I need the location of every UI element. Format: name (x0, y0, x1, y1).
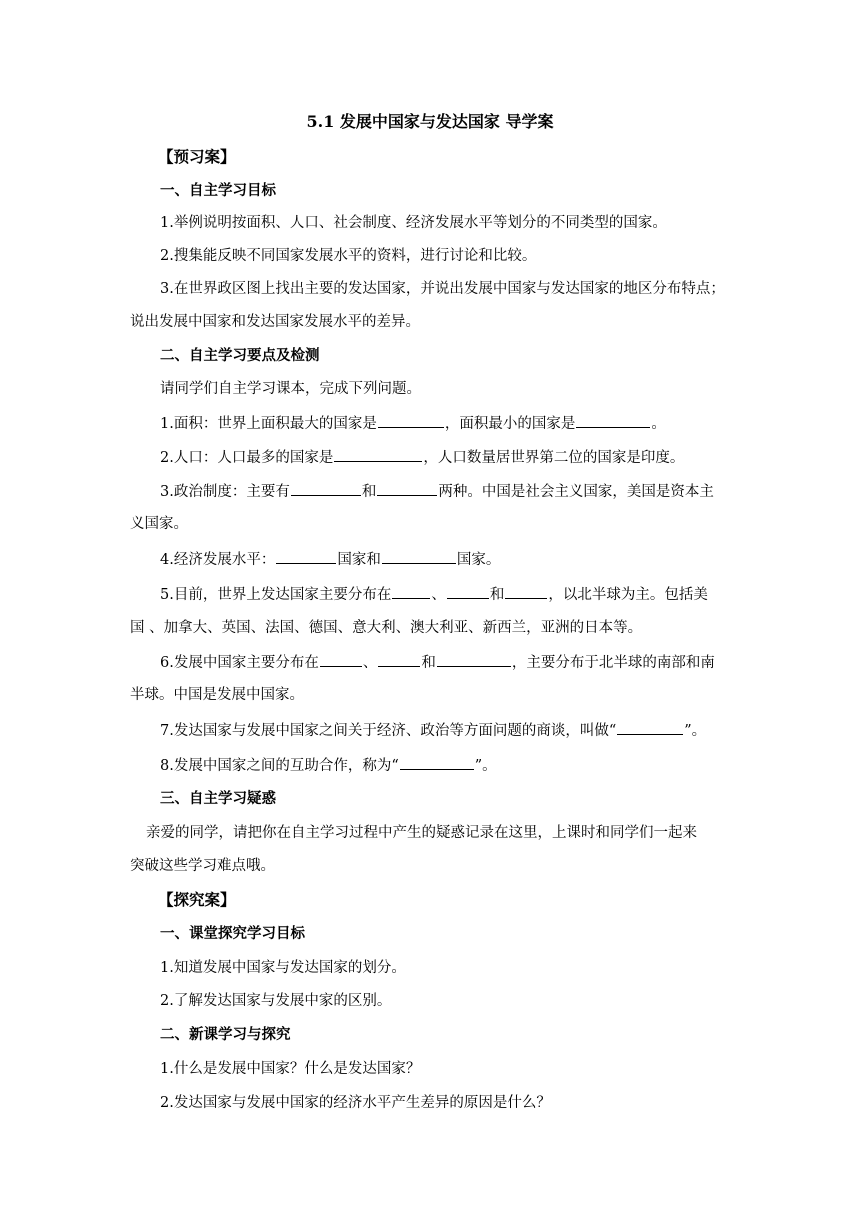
q4-blank-2[interactable] (382, 548, 456, 564)
q1-text-a: 1.面积：世界上面积最大的国家是 (160, 416, 377, 432)
q5-text-b: 、 (431, 587, 446, 603)
q3-blank-1[interactable] (291, 480, 361, 496)
q7-text-a: 7.发达国家与发展中国家之间关于经济、政治等方面问题的商谈，叫做“ (160, 723, 617, 739)
q5-text-d: ，以北半球为主。包括美 (548, 587, 708, 603)
q1-blank-1[interactable] (378, 412, 444, 428)
q8-blank-1[interactable] (400, 754, 474, 770)
q2-text-b: ，人口数量居世界第二位的国家是印度。 (423, 450, 685, 466)
question-5-cont: 国 、加拿大、英国、法国、德国、意大利、澳大利亚、新西兰，亚洲的日本等。 (130, 620, 643, 636)
q8-text-b: ”。 (474, 758, 497, 774)
q3-blank-2[interactable] (377, 480, 437, 496)
q5-text-c: 和 (489, 587, 505, 603)
preview-s1-heading: 一、自主学习目标 (160, 182, 276, 199)
q1-text-b: ，面积最小的国家是 (444, 416, 576, 432)
explore-s2-item-1: 1.什么是发展中国家？什么是发达国家？ (160, 1061, 421, 1077)
q6-text-a: 6.发展中国家主要分布在 (160, 655, 319, 671)
q3-text-a: 3.政治制度：主要有 (160, 484, 290, 500)
question-8 (160, 754, 497, 777)
q6-text-b: 、 (362, 655, 378, 671)
document-title: 5.1 发展中国家与发达国家 导学案 (306, 112, 554, 131)
q4-text-b: 国家和 (337, 552, 381, 568)
question-3 (160, 480, 714, 503)
q6-blank-2[interactable] (378, 651, 420, 667)
q4-text-a: 4.经济发展水平： (160, 552, 276, 568)
question-6 (160, 651, 715, 674)
explore-heading: 【探究案】 (158, 890, 236, 909)
q1-blank-2[interactable] (576, 412, 650, 428)
explore-s1-item-1: 1.知道发展中国家与发达国家的划分。 (160, 960, 406, 976)
q7-blank-1[interactable] (617, 719, 683, 735)
q2-blank-1[interactable] (334, 446, 422, 462)
q6-blank-3[interactable] (437, 651, 511, 667)
preview-s1-item-2: 2.搜集能反映不同国家发展水平的资料，进行讨论和比较。 (160, 248, 537, 264)
explore-s2-heading: 二、新课学习与探究 (160, 1026, 291, 1043)
preview-s2-intro: 请同学们自主学习课本，完成下列问题。 (160, 381, 421, 397)
q6-text-c: 和 (421, 655, 436, 671)
explore-s2-item-2: 2.发达国家与发展中国家的经济水平产生差异的原因是什么？ (160, 1095, 551, 1111)
question-1 (160, 412, 666, 435)
q1-text-c: 。 (651, 416, 666, 432)
q3-text-c: 两种。中国是社会主义国家，美国是资本主 (438, 484, 714, 500)
q4-text-c: 国家。 (456, 552, 501, 568)
q2-text-a: 2.人口：人口最多的国家是 (160, 450, 334, 466)
preview-heading: 【预习案】 (158, 147, 236, 166)
preview-s3-line-2: 突破这些学习难点哦。 (130, 858, 275, 874)
preview-s2-heading: 二、自主学习要点及检测 (160, 347, 320, 364)
question-2 (160, 446, 684, 469)
q6-text-d: ，主要分布于北半球的南部和南 (511, 655, 715, 671)
question-6-cont: 半球。中国是发展中国家。 (130, 687, 304, 703)
q5-blank-1[interactable] (392, 583, 430, 599)
question-5 (160, 583, 708, 606)
q5-text-a: 5.目前，世界上发达国家主要分布在 (160, 587, 392, 603)
preview-s1-item-1: 1.举例说明按面积、人口、社会制度、经济发展水平等划分的不同类型的国家。 (160, 215, 667, 231)
preview-s1-item-3-cont: 说出发展中国家和发达国家发展水平的差异。 (130, 314, 420, 330)
q6-blank-1[interactable] (320, 651, 362, 667)
q4-blank-1[interactable] (276, 548, 336, 564)
preview-s3-heading: 三、自主学习疑惑 (160, 790, 276, 807)
q5-blank-3[interactable] (505, 583, 547, 599)
question-3-cont: 义国家。 (130, 516, 188, 532)
q8-text-a: 8.发展中国家之间的互助合作，称为“ (160, 758, 399, 774)
preview-s1-item-3: 3.在世界政区图上找出主要的发达国家，并说出发展中国家与发达国家的地区分布特点； (160, 281, 725, 297)
explore-s1-heading: 一、课堂探究学习目标 (160, 925, 305, 942)
q7-text-b: ”。 (684, 723, 707, 739)
preview-s3-line-1: 亲爱的同学，请把你在自主学习过程中产生的疑惑记录在这里，上课时和同学们一起来 (146, 825, 697, 841)
question-7 (160, 719, 706, 742)
question-4 (160, 548, 500, 571)
q5-blank-2[interactable] (447, 583, 489, 599)
q3-text-b: 和 (361, 484, 377, 500)
explore-s1-item-2: 2.了解发达国家与发展中家的区别。 (160, 993, 392, 1009)
